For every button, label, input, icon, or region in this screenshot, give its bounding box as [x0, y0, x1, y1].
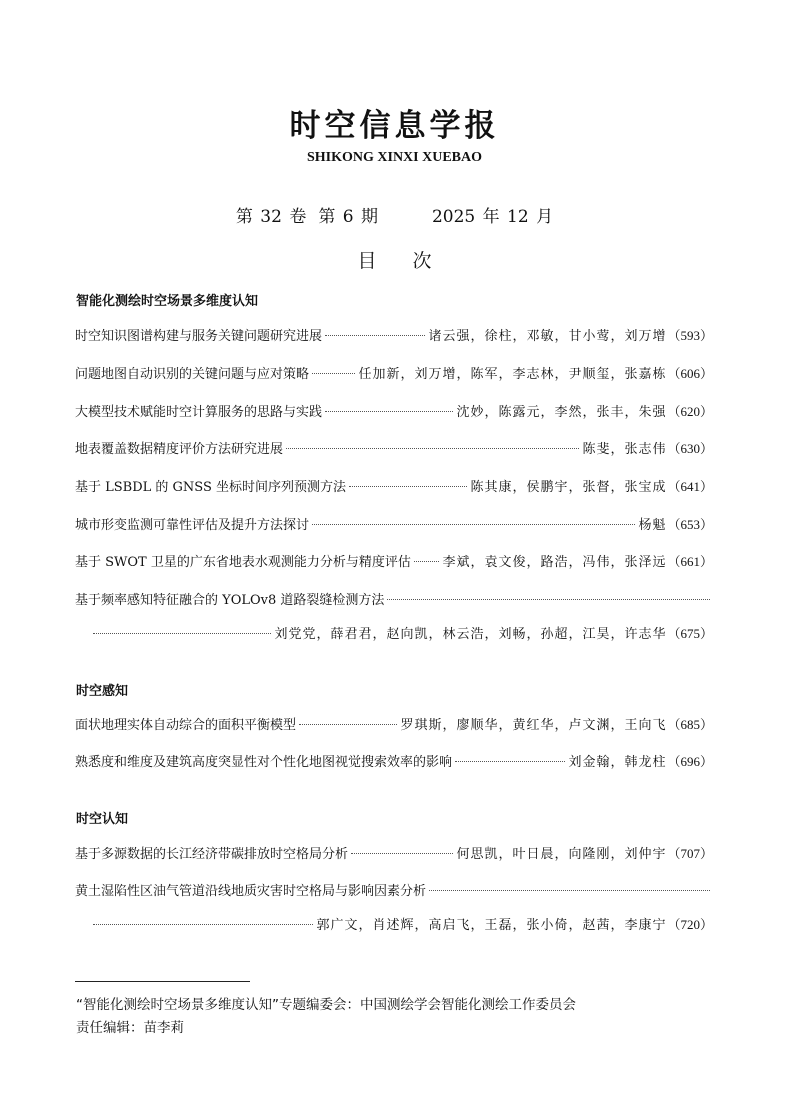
page-number: （606）: [667, 366, 713, 381]
section-heading: 时空感知: [76, 684, 129, 699]
leader-dots: [387, 599, 710, 600]
article-authors: 杨魁: [638, 518, 667, 533]
page-number: （593）: [667, 328, 713, 343]
article-authors: 任加新，刘万增，陈军，李志林，尹顺玺，张嘉栋: [358, 367, 667, 382]
article-authors: 刘党党，薛君君，赵向凯，林云浩，刘畅，孙超，江昊，许志华: [274, 627, 667, 642]
toc-entry[interactable]: [75, 714, 713, 734]
leader-dots: [429, 890, 710, 891]
article-authors: 陈斐，张志伟: [582, 442, 667, 457]
leader-dots: [299, 724, 397, 725]
toc-entry[interactable]: [75, 363, 713, 383]
volume-label: 第 32 卷: [235, 207, 307, 227]
toc-entry[interactable]: [75, 476, 713, 496]
toc-entry[interactable]: [75, 880, 713, 900]
page-number: （707）: [667, 846, 713, 861]
article-title[interactable]: 地表覆盖数据精度评价方法研究进展: [75, 442, 284, 457]
page-number: （696）: [667, 754, 713, 769]
article-title[interactable]: 黄土湿陷性区油气管道沿线地质灾害时空格局与影响因素分析: [75, 884, 427, 899]
leader-dots: [325, 411, 453, 412]
article-authors: 郭广文，肖述辉，高启飞，王磊，张小倚，赵茜，李康宁: [316, 918, 667, 933]
page-number: （675）: [667, 626, 713, 641]
article-title[interactable]: 基于 LSBDL 的 GNSS 坐标时间序列预测方法: [75, 480, 347, 495]
leader-dots: [93, 633, 271, 634]
toc-heading: 目次: [357, 250, 468, 272]
page-number: （620）: [667, 404, 713, 419]
article-title[interactable]: 基于多源数据的长江经济带碳排放时空格局分析: [75, 847, 349, 862]
toc-entry[interactable]: [75, 589, 713, 609]
page-number: （630）: [667, 441, 713, 456]
page-number: （661）: [667, 554, 713, 569]
article-authors: 诸云强，徐柱，邓敏，甘小莺，刘万增: [428, 329, 667, 344]
footnote-editor: 责任编辑：苗李莉: [76, 1020, 184, 1036]
article-authors: 何思凯，叶日晨，向隆刚，刘仲宇: [456, 847, 667, 862]
article-title[interactable]: 时空知识图谱构建与服务关键问题研究进展: [75, 329, 323, 344]
page-number: （685）: [667, 717, 713, 732]
issue-info: [0, 202, 789, 227]
toc-entry[interactable]: [75, 438, 713, 458]
journal-subtitle: SHIKONG XINXI XUEBAO: [306, 150, 483, 165]
page-number: （641）: [667, 479, 713, 494]
leader-dots: [93, 924, 313, 925]
toc-entry[interactable]: [75, 514, 713, 534]
toc-entry[interactable]: [75, 551, 713, 571]
toc-entry[interactable]: [75, 843, 713, 863]
article-title[interactable]: 城市形变监测可靠性评估及提升方法探讨: [75, 518, 310, 533]
leader-dots: [351, 853, 453, 854]
toc-entry[interactable]: [75, 401, 713, 421]
toc-entry[interactable]: [75, 751, 713, 771]
issue-label: 第 6 期: [318, 207, 378, 227]
article-authors: 陈其康，侯鹏宇，张督，张宝成: [470, 480, 667, 495]
leader-dots: [455, 761, 565, 762]
leader-dots: [286, 448, 579, 449]
article-title[interactable]: 面状地理实体自动综合的面积平衡模型: [75, 718, 297, 733]
page-number: （653）: [667, 517, 713, 532]
leader-dots: [312, 373, 355, 374]
toc-entry[interactable]: [75, 325, 713, 345]
leader-dots: [325, 335, 425, 336]
page-number: （720）: [667, 917, 713, 932]
article-title[interactable]: 熟悉度和维度及建筑高度突显性对个性化地图视觉搜索效率的影响: [75, 755, 453, 770]
article-title[interactable]: 大模型技术赋能时空计算服务的思路与实践: [75, 405, 323, 420]
footnote-committee: “智能化测绘时空场景多维度认知”专题编委会：中国测绘学会智能化测绘工作委员会: [76, 997, 576, 1013]
toc-entry-continuation: [90, 914, 713, 934]
leader-dots: [349, 486, 467, 487]
article-authors: 沈妙，陈露元，李然，张丰，朱强: [456, 405, 667, 420]
article-title[interactable]: 基于频率感知特征融合的 YOLOv8 道路裂缝检测方法: [75, 593, 385, 608]
leader-dots: [414, 561, 440, 562]
article-authors: 刘金翰，韩龙柱: [568, 755, 667, 770]
journal-title: 时空信息学报: [289, 108, 500, 144]
article-authors: 李斌，袁文俊，路浩，冯伟，张泽远: [442, 555, 667, 570]
footnote-divider: [75, 981, 250, 982]
article-title[interactable]: 问题地图自动识别的关键问题与应对策略: [75, 367, 310, 382]
section-heading: 时空认知: [76, 812, 129, 827]
date-label: 2025 年 12 月: [431, 207, 554, 227]
section-heading: 智能化测绘时空场景多维度认知: [76, 294, 259, 309]
article-authors: 罗琪斯，廖顺华，黄红华，卢文渊，王向飞: [400, 718, 667, 733]
leader-dots: [312, 524, 635, 525]
article-title[interactable]: 基于 SWOT 卫星的广东省地表水观测能力分析与精度评估: [75, 555, 411, 570]
toc-entry-continuation: [90, 623, 713, 643]
